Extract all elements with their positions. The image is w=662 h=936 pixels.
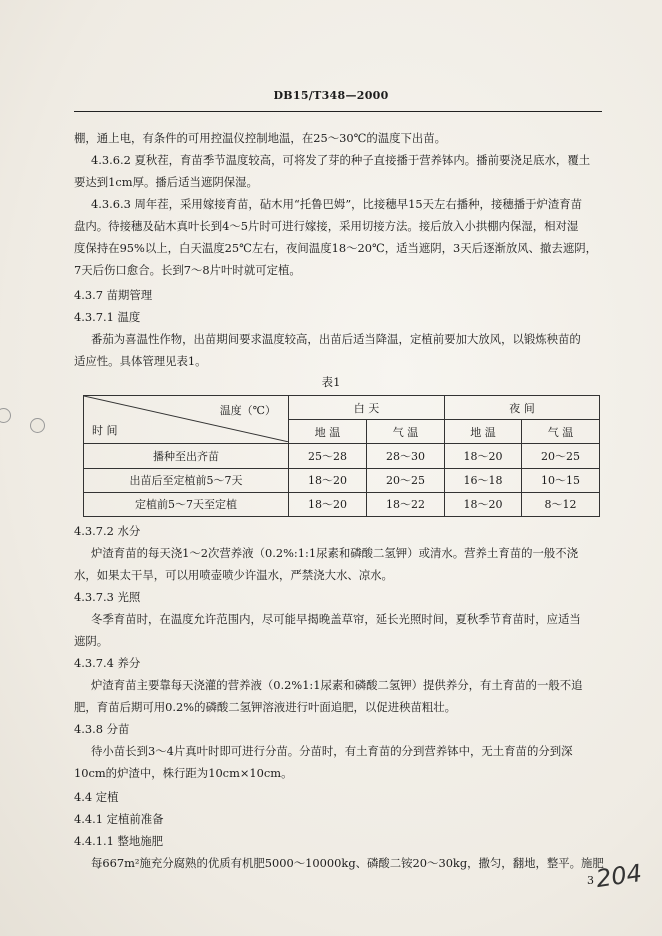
punch-hole [30, 418, 45, 433]
table-cell: 18～22 [367, 492, 445, 516]
table-cell: 25～28 [289, 444, 367, 468]
table-cell: 28～30 [367, 444, 445, 468]
text-line: 炉渣育苗主要靠每天浇灌的营养液（0.2%1:1尿素和磷酸二氢钾）提供养分，有土育苗的一般不追 [91, 678, 583, 692]
header-rule [74, 111, 602, 112]
header-temperature-label: 温度（℃） [219, 404, 276, 417]
text-line: 4.4.1.1 整地施肥 [74, 834, 164, 848]
row-label: 出苗后至定植前5～7天 [84, 468, 289, 492]
punch-hole [0, 408, 11, 423]
text-line: 要达到1cm厚。播后适当遮阴保湿。 [74, 175, 258, 189]
text-line: 4.3.7.2 水分 [74, 524, 141, 538]
row-label: 定植前5～7天至定植 [84, 492, 289, 516]
text-line: 4.3.6.2 夏秋茬，育苗季节温度较高，可将发了芽的种子直接播于营养钵内。播前要浇足底水，覆土 [91, 153, 591, 167]
text-line: 番茄为喜温性作物，出苗期间要求温度较高，出苗后适当降温，定植前要加大放风，以锻炼秧苗的 [91, 332, 581, 346]
text-line: 10cm的炉渣中，株行距为10cm×10cm。 [74, 766, 293, 780]
table-cell: 18～20 [445, 492, 522, 516]
text-line: 待小苗长到3～4片真叶时即可进行分苗。分苗时，有土育苗的分到营养钵中，无土育苗的分到深 [91, 744, 573, 758]
text-line: 4.3.6.3 周年茬，采用嫁接育苗，砧木用“托鲁巴姆”，比接穗早15天左右播种，接穗播于炉渣育苗 [91, 197, 583, 211]
text-line: 冬季育苗时，在温度允许范围内，尽可能早揭晚盖草帘，延长光照时间，夏秋季节育苗时，应适当 [91, 612, 581, 626]
table-row [84, 444, 600, 468]
table-cell: 10～15 [522, 468, 600, 492]
text-line: 遮阴。 [74, 634, 109, 648]
text-line: 4.4 定植 [74, 790, 119, 804]
table-cell: 20～25 [522, 444, 600, 468]
text-line: 肥，育苗后期可用0.2%的磷酸二氢钾溶液进行叶面追肥，以促进秧苗粗壮。 [74, 700, 457, 714]
text-line: 度保持在95%以上，白天温度25℃左右，夜间温度18～20℃，适当遮阴，3天后逐渐放风、撤去遮阴， [74, 241, 597, 255]
sub-header: 地 温 [445, 420, 522, 444]
text-line: 棚，通上电，有条件的可用控温仪控制地温，在25～30℃的温度下出苗。 [74, 131, 447, 145]
text-line: 7天后伤口愈合。长到7～8片叶时就可定植。 [74, 263, 301, 277]
text-line: 炉渣育苗的每天浇1～2次营养液（0.2%:1:1尿素和磷酸二氢钾）或清水。营养土育苗的一般不浇 [91, 546, 579, 560]
text-line: 4.3.7 苗期管理 [74, 288, 153, 302]
table-cell: 16～18 [445, 468, 522, 492]
table-cell: 18～20 [289, 468, 367, 492]
text-line: 水，如果太干旱，可以用喷壶喷少许温水，严禁浇大水、凉水。 [74, 568, 393, 582]
text-line: 4.3.8 分苗 [74, 722, 130, 736]
page-number: 3 [587, 874, 594, 887]
handwritten-number: 204 [594, 858, 644, 894]
table-caption: 表1 [321, 375, 341, 389]
text-line: 4.3.7.4 养分 [74, 656, 141, 670]
header-time-label: 时 间 [92, 424, 118, 438]
header-day: 白 天 [289, 396, 445, 420]
row-label: 播种至出齐苗 [84, 444, 289, 468]
text-line: 4.4.1 定植前准备 [74, 812, 164, 826]
table-row [84, 492, 600, 516]
header-night: 夜 间 [445, 396, 600, 420]
table-cell: 18～20 [289, 492, 367, 516]
text-line: 每667m²施充分腐熟的优质有机肥5000～10000kg、磷酸二铵20～30kg，撒匀，翻地，整平。施肥 [91, 856, 604, 870]
temperature-table [83, 395, 600, 517]
text-line: 盘内。待接穗及砧木真叶长到4～5片时可进行嫁接，采用切接方法。接后放入小拱棚内保湿，相对湿 [74, 219, 579, 233]
text-line: 4.3.7.3 光照 [74, 590, 141, 604]
table-cell: 18～20 [445, 444, 522, 468]
table-cell: 20～25 [367, 468, 445, 492]
text-line: 4.3.7.1 温度 [74, 310, 141, 324]
sub-header: 地 温 [289, 420, 367, 444]
text-line: 适应性。具体管理见表1。 [74, 354, 207, 368]
table-cell: 8～12 [522, 492, 600, 516]
document-header: DB15/T348—2000 [273, 89, 389, 102]
sub-header: 气 温 [522, 420, 600, 444]
sub-header: 气 温 [367, 420, 445, 444]
diagonal-header-cell [84, 396, 289, 444]
table-row [84, 468, 600, 492]
